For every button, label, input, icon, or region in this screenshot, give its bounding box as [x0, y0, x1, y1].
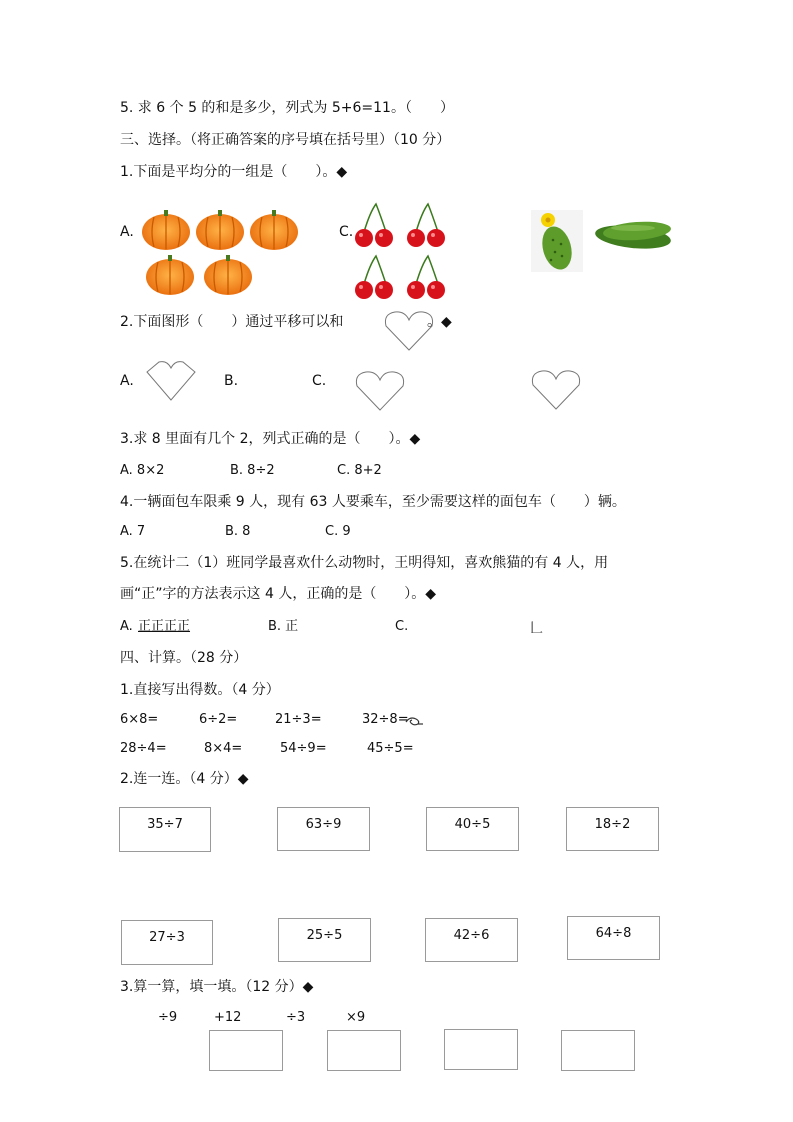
q3-option-b: B. 8÷2 [230, 463, 275, 478]
q5-option-b: B. 正 [268, 619, 299, 634]
calc-1-title: 1.直接写出得数。（4 分） [120, 682, 280, 698]
q3-option-c: C. 8+2 [337, 463, 382, 478]
q5-option-c-label: C. [395, 619, 409, 634]
calc-item: 6÷2= [199, 712, 238, 727]
connect-box-top[interactable]: 35÷7 [119, 807, 211, 852]
heart-shape-option-a [145, 358, 197, 402]
connect-box-bottom[interactable]: 27÷3 [121, 920, 213, 965]
option-c-label: C. [339, 224, 354, 240]
q5-option-a-label: A. [120, 619, 133, 634]
cucumber-flower-illustration [531, 210, 583, 272]
answer-box[interactable] [327, 1030, 401, 1071]
q4-option-b: B. 8 [225, 524, 251, 539]
choice-question-2: 2.下面图形（ ）通过平移可以和 [120, 314, 344, 330]
calc-item: 8×4= [204, 741, 243, 756]
operation-label: ÷9 [158, 1010, 178, 1025]
answer-box[interactable] [561, 1030, 635, 1071]
operation-label: +12 [214, 1010, 242, 1025]
q4-option-c: C. 9 [325, 524, 351, 539]
heart-shape-option-c [354, 368, 406, 412]
connect-box-bottom[interactable]: 64÷8 [567, 916, 660, 960]
calc-item: 45÷5= [367, 741, 414, 756]
operation-label: ×9 [346, 1010, 366, 1025]
connect-box-bottom[interactable]: 25÷5 [278, 918, 371, 962]
section-3-title: 三、选择。（将正确答案的序号填在括号里）（10 分） [120, 132, 451, 148]
answer-box[interactable] [209, 1030, 283, 1071]
calc-item: 28÷4= [120, 741, 167, 756]
question-5-judge: 5. 求 6 个 5 的和是多少，列式为 5+6=11。（ ） [120, 100, 454, 116]
connect-box-top[interactable]: 63÷9 [277, 807, 370, 851]
choice-question-5-line2: 画“正”字的方法表示这 4 人，正确的是（ ）。◆ [120, 586, 437, 602]
operation-label: ÷3 [286, 1010, 306, 1025]
connect-box-bottom[interactable]: 42÷6 [425, 918, 518, 962]
calc-item: 6×8= [120, 712, 159, 727]
section-4-title: 四、计算。（28 分） [120, 650, 248, 666]
q2-option-c-label: C. [312, 373, 327, 389]
q5-option-a-value: 正正正正 [138, 619, 191, 634]
option-a-label: A. [120, 224, 134, 240]
cherry-group-illustration [352, 200, 452, 305]
q2-option-a-label: A. [120, 373, 134, 389]
pumpkin-group-illustration [140, 205, 310, 300]
calc-2-title: 2.连一连。（4 分）◆ [120, 771, 249, 787]
calc-3-title: 3.算一算，填一填。（12 分）◆ [120, 979, 314, 995]
cucumber-illustration [593, 213, 677, 255]
choice-question-1: 1.下面是平均分的一组是（ ）。◆ [120, 164, 348, 180]
snail-doodle-icon [404, 714, 424, 726]
choice-question-2-end: 。◆ [427, 314, 452, 330]
calc-item: 54÷9= [280, 741, 327, 756]
connect-box-top[interactable]: 40÷5 [426, 807, 519, 851]
calc-item: 21÷3= [275, 712, 322, 727]
q2-option-b-label: B. [224, 373, 239, 389]
choice-question-4: 4.一辆面包车限乘 9 人，现有 63 人要乘车，至少需要这样的面包车（ ）辆。 [120, 494, 626, 510]
q3-option-a: A. 8×2 [120, 463, 165, 478]
q5-option-c-value: 𠃊 [530, 621, 544, 636]
q4-option-a: A. 7 [120, 524, 146, 539]
calc-item: 32÷8= [362, 712, 409, 727]
answer-box[interactable] [444, 1029, 518, 1070]
choice-question-5-line1: 5.在统计二（1）班同学最喜欢什么动物时，王明得知，喜欢熊猫的有 4 人，用 [120, 555, 609, 571]
heart-shape-option-b [530, 367, 582, 411]
connect-box-top[interactable]: 18÷2 [566, 807, 659, 851]
choice-question-3: 3.求 8 里面有几个 2，列式正确的是（ ）。◆ [120, 431, 421, 447]
